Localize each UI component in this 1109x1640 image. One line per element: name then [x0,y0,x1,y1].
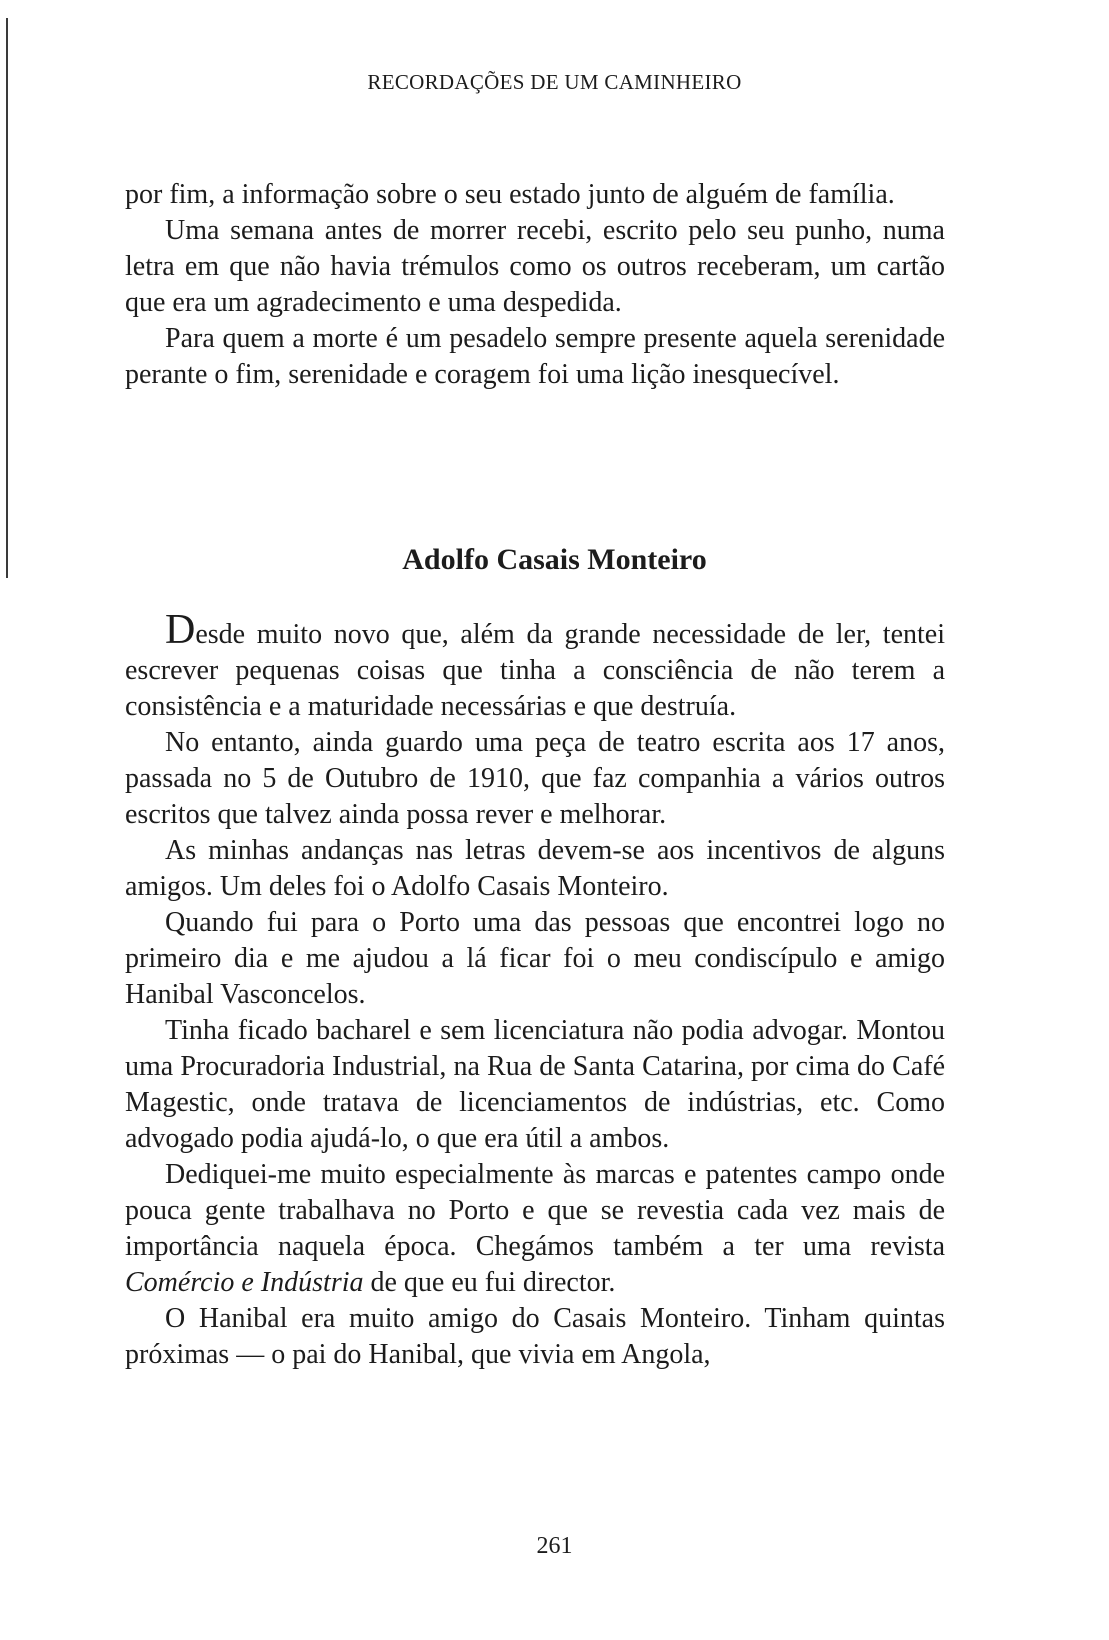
paragraph-text: de que eu fui director. [363,1267,616,1298]
paragraph: O Hanibal era muito amigo do Casais Monteiro. Tinham quintas próximas — o pai do Hanibal, que vivia em Angola, [125,1303,945,1370]
section-title: Adolfo Casais Monteiro [402,543,707,576]
paragraph: Para quem a morte é um pesadelo sempre presente aquela serenidade perante o fim, serenidade e coragem foi uma lição inesquecível. [125,323,945,390]
paragraph-text: Dediquei-me muito especialmente às marcas e patentes campo onde pouca gente trabalhava no Porto e que se revestia cada vez mais de importância naquela época. Chegámos também a ter uma revista [125,1159,945,1262]
paragraph: Quando fui para o Porto uma das pessoas que encontrei logo no primeiro dia e me ajudou a lá ficar foi o meu condiscípulo e amigo Hanibal Vasconcelos. [125,907,945,1010]
paragraph: por fim, a informação sobre o seu estado junto de alguém de família. [125,179,895,210]
drop-cap: D [165,607,196,653]
page-number: 261 [536,1533,573,1559]
paragraph-text: esde muito novo que, além da grande necessidade de ler, tentei escrever pequenas coisas que tinha a consciência de não terem a consistência e a maturidade necessárias e que destruía. [125,619,945,722]
paragraph: No entanto, ainda guardo uma peça de teatro escrita aos 17 anos, passada no 5 de Outubro de 1910, que faz companhia a vários outros escritos que talvez ainda possa rever e melhorar. [125,727,945,830]
page-edge-shadow [6,18,8,578]
paragraph-magazine [125,1157,945,1301]
paragraph: Tinha ficado bacharel e sem licenciatura não podia advogar. Montou uma Procuradoria Industrial, na Rua de Santa Catarina, por cima do Café Magestic, onde tratava de licenciamentos de indústrias, etc. Como advogado podia ajudá-lo, o que era útil a ambos. [125,1015,945,1154]
running-header: RECORDAÇÕES DE UM CAMINHEIRO [367,70,742,94]
section-text-block [125,607,945,1373]
intro-text-block [125,177,945,393]
paragraph: As minhas andanças nas letras devem-se aos incentivos de alguns amigos. Um deles foi o Adolfo Casais Monteiro. [125,835,945,902]
magazine-title: Comércio e Indústria [125,1267,364,1298]
paragraph: Uma semana antes de morrer recebi, escrito pelo seu punho, numa letra em que não havia trémulos como os outros receberam, um cartão que era um agradecimento e uma despedida. [125,215,945,318]
paragraph-with-dropcap [125,607,945,725]
